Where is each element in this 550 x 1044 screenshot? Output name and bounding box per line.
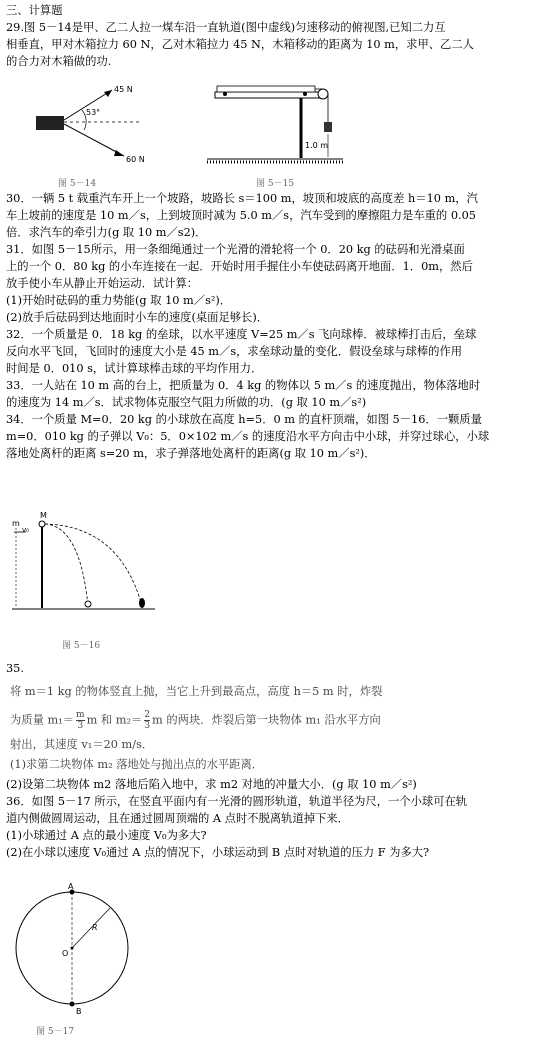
q35-fraction-2 bbox=[144, 710, 150, 731]
fig16-ball bbox=[39, 521, 45, 527]
q32-line-1: 32．一个质量是 0．18 kg 的垒球，以水平速度 V=25 m／s 飞向球棒．被球棒打击后，垒球 bbox=[6, 328, 477, 341]
q35-scan-text-c: m 的两块．炸裂后第一块物体 m₁ 沿水平方向 bbox=[152, 713, 381, 727]
fig14-arrowhead-2 bbox=[114, 150, 124, 156]
fig15-label-height: 1.0 m bbox=[305, 141, 329, 150]
fig16-label-M: M bbox=[40, 511, 47, 520]
fig15-cart bbox=[217, 86, 315, 92]
fig17-label-A: A bbox=[68, 882, 74, 891]
fig16-caption: 图 5－16 bbox=[62, 641, 101, 651]
q35-scan-line-2 bbox=[10, 710, 381, 731]
q32-line-3: 时间是 0．010 s，试计算球棒击球的平均作用力． bbox=[6, 362, 263, 375]
q34-line-3: 落地处离杆的距离 s=20 m，求子弹落地处离杆的距离(g 取 10 m／s²)． bbox=[6, 447, 376, 460]
q29-line-2: 相垂直，甲对木箱拉力 60 N，乙对木箱拉力 45 N，木箱移动的距离为 10 m，求甲、乙二人 bbox=[6, 38, 474, 51]
fig17-caption: 图 5－17 bbox=[36, 1027, 75, 1037]
fig16-trajectory-bullet bbox=[45, 524, 88, 606]
q36-line-4: (2)在小球以速度 V₀通过 A 点的情况下，小球运动到 B 点时对轨道的压力 F 为多大? bbox=[6, 846, 430, 859]
q30-line-3: 倍．求汽车的牵引力(g 取 10 m／s2)． bbox=[6, 226, 207, 239]
q36-line-3: (1)小球通过 A 点的最小速度 V₀为多大? bbox=[6, 829, 207, 842]
fig16-trajectory-ball bbox=[45, 524, 142, 606]
q35-scan-line-4: (1)求第二块物体 m₂ 落地处与抛出点的水平距离． bbox=[10, 758, 264, 771]
fig17-label-B: B bbox=[76, 1007, 82, 1016]
fig14-label-60n: 60 N bbox=[126, 155, 145, 164]
fig17-label-R: R bbox=[92, 923, 98, 932]
figure-5-14 bbox=[30, 80, 160, 180]
q34-line-1: 34．一个质量 M=0．20 kg 的小球放在高度 h=5．0 m 的直杆顶端，如图 5－16．一颗质量 bbox=[6, 413, 482, 426]
q31-line-3: 放手使小车从静止开始运动．试计算： bbox=[6, 277, 199, 290]
q36-line-2: 道内侧做圆周运动，且在通过圆周顶端的 A 点时不脱离轨道掉下来． bbox=[6, 812, 349, 825]
q30-line-2: 车上坡前的速度是 10 m／s，上到坡顶时减为 5.0 m／s，汽车受到的摩擦阻力是车重的 0.05 bbox=[6, 209, 476, 222]
fig14-caption: 图 5－14 bbox=[58, 179, 97, 189]
q32-line-2: 反向水平飞回，飞回时的速度大小是 45 m／s，求垒球动量的变化．假设垒球与球棒的作用 bbox=[6, 345, 463, 358]
fig16-label-v0: v₀ bbox=[22, 526, 29, 534]
q31-line-4: (1)开始时砝码的重力势能(g 取 10 m／s²)． bbox=[6, 294, 232, 307]
q30-line-1: 30．一辆 5 t 载重汽车开上一个坡路，坡路长 s＝100 m，坡顶和坡底的高度差 h＝10 m，汽 bbox=[6, 192, 478, 205]
fig15-cart-wheel-2 bbox=[303, 92, 307, 96]
fig16-label-m: m bbox=[12, 519, 20, 528]
q35-line-1: (2)设第二块物体 m2 落地后陷入地中，求 m2 对地的冲量大小．(g 取 10 m／s²) bbox=[6, 778, 417, 791]
q35-fraction-1 bbox=[76, 710, 85, 731]
q35-fraction-1-num: m bbox=[76, 710, 85, 720]
figure-5-17 bbox=[10, 880, 150, 1020]
fig16-landing-ball bbox=[139, 598, 145, 608]
fig15-weight bbox=[324, 122, 332, 132]
figure-5-16 bbox=[10, 510, 160, 640]
figure-5-15 bbox=[205, 78, 345, 178]
q35-scan-text-a: 为质量 m₁＝ bbox=[10, 713, 75, 727]
q31-line-2: 上的一个 0．80 kg 的小车连接在一起．开始时用手握住小车使砝码离开地面．1．0m，然后 bbox=[6, 260, 473, 273]
fig15-pulley bbox=[318, 89, 328, 99]
q31-line-5: (2)放手后砝码到达地面时小车的速度(桌面足够长)． bbox=[6, 311, 269, 324]
fig14-arrowhead-1 bbox=[104, 90, 112, 97]
q35-fraction-1-den: 3 bbox=[77, 721, 84, 731]
q35-scan-line-1: 将 m＝1 kg 的物体竖直上抛，当它上升到最高点，高度 h＝5 m 时，炸裂 bbox=[10, 685, 383, 698]
q34-line-2: m=0．010 kg 的子弹以 V₀：5．0×102 m／s 的速度沿水平方向击中小球，并穿过球心，小球 bbox=[6, 430, 490, 443]
q33-line-1: 33．一人站在 10 m 高的台上，把质量为 0．4 kg 的物体以 5 m／s 的速度抛出，物体落地时 bbox=[6, 379, 481, 392]
fig17-radius bbox=[72, 908, 110, 948]
q36-line-1: 36．如图 5－17 所示，在竖直平面内有一光滑的圆形轨道，轨道半径为尺，一个小球可在轨 bbox=[6, 795, 468, 808]
q35-scan-line-3: 射出，其速度 v₁＝20 m/s． bbox=[10, 738, 154, 751]
fig14-label-angle: 53° bbox=[86, 108, 101, 117]
fig17-label-O: O bbox=[62, 949, 69, 958]
q35-number: 35. bbox=[6, 662, 24, 675]
fig14-box bbox=[36, 116, 64, 130]
q31-line-1: 31．如图 5－15所示，用一条细绳通过一个光滑的滑轮将一个 0．20 kg 的砝码和光滑桌面 bbox=[6, 243, 465, 256]
fig15-caption: 图 5－15 bbox=[256, 179, 295, 189]
q35-fraction-2-num: 2 bbox=[144, 710, 151, 720]
q35-fraction-2-den: 3 bbox=[144, 721, 151, 731]
fig16-landing-bullet bbox=[85, 601, 91, 607]
q35-scan-text-b: m 和 m₂＝ bbox=[86, 713, 143, 727]
fig14-force-60n-arrow bbox=[64, 124, 124, 156]
section-title: 三、计算题 bbox=[6, 4, 63, 17]
q29-line-3: 的合力对木箱做的功. bbox=[6, 55, 112, 68]
fig15-cart-wheel-1 bbox=[223, 92, 227, 96]
q33-line-2: 的速度为 14 m／s．试求物体克服空气阻力所做的功．(g 取 10 m／s²) bbox=[6, 396, 367, 409]
q29-line-1: 29.图 5－14是甲、乙二人拉一煤车沿一直轨道(图中虚线)匀速移动的俯视图,已知二力互 bbox=[6, 21, 446, 34]
fig14-label-45n: 45 N bbox=[114, 85, 133, 94]
